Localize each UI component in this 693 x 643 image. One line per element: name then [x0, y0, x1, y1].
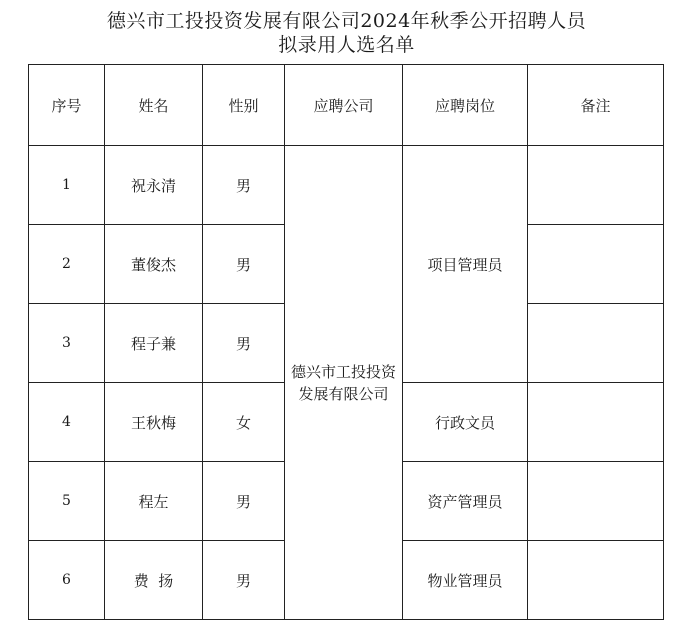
header-remarks: 备注: [528, 65, 664, 146]
header-position: 应聘岗位: [403, 65, 528, 146]
document-title-line1: 德兴市工投投资发展有限公司2024年秋季公开招聘人员: [106, 10, 587, 32]
header-index: 序号: [29, 65, 105, 146]
cell-remarks: [528, 541, 664, 620]
company-line1: 德兴市工投投资: [290, 362, 396, 381]
cell-gender: 男: [203, 304, 285, 383]
cell-index: 5: [29, 462, 105, 541]
cell-position-asset-manager: 资产管理员: [403, 462, 528, 541]
cell-position-project-manager: 项目管理员: [403, 146, 528, 383]
cell-remarks: [528, 146, 664, 225]
company-line2: 发展有限公司: [298, 384, 389, 403]
cell-index: 4: [29, 383, 105, 462]
cell-position-admin-clerk: 行政文员: [403, 383, 528, 462]
cell-gender: 男: [203, 462, 285, 541]
cell-name: 费 扬: [105, 541, 203, 620]
cell-position-property-manager: 物业管理员: [403, 541, 528, 620]
header-name: 姓名: [105, 65, 203, 146]
table-row: [29, 146, 664, 225]
cell-company: [285, 146, 403, 620]
cell-remarks: [528, 462, 664, 541]
cell-index: 1: [29, 146, 105, 225]
cell-name: 王秋梅: [105, 383, 203, 462]
header-company: 应聘公司: [285, 65, 403, 146]
cell-remarks: [528, 225, 664, 304]
document-title-line2: 拟录用人选名单: [278, 34, 415, 56]
cell-name: 程子兼: [105, 304, 203, 383]
header-gender: 性别: [203, 65, 285, 146]
cell-name: 祝永清: [105, 146, 203, 225]
header-row: [29, 65, 664, 146]
cell-index: 3: [29, 304, 105, 383]
cell-name: 程左: [105, 462, 203, 541]
cell-remarks: [528, 304, 664, 383]
cell-name: 董俊杰: [105, 225, 203, 304]
cell-gender: 男: [203, 146, 285, 225]
cell-remarks: [528, 383, 664, 462]
cell-index: 6: [29, 541, 105, 620]
cell-index: 2: [29, 225, 105, 304]
cell-gender: 女: [203, 383, 285, 462]
candidate-table: [28, 64, 664, 620]
cell-gender: 男: [203, 225, 285, 304]
cell-gender: 男: [203, 541, 285, 620]
